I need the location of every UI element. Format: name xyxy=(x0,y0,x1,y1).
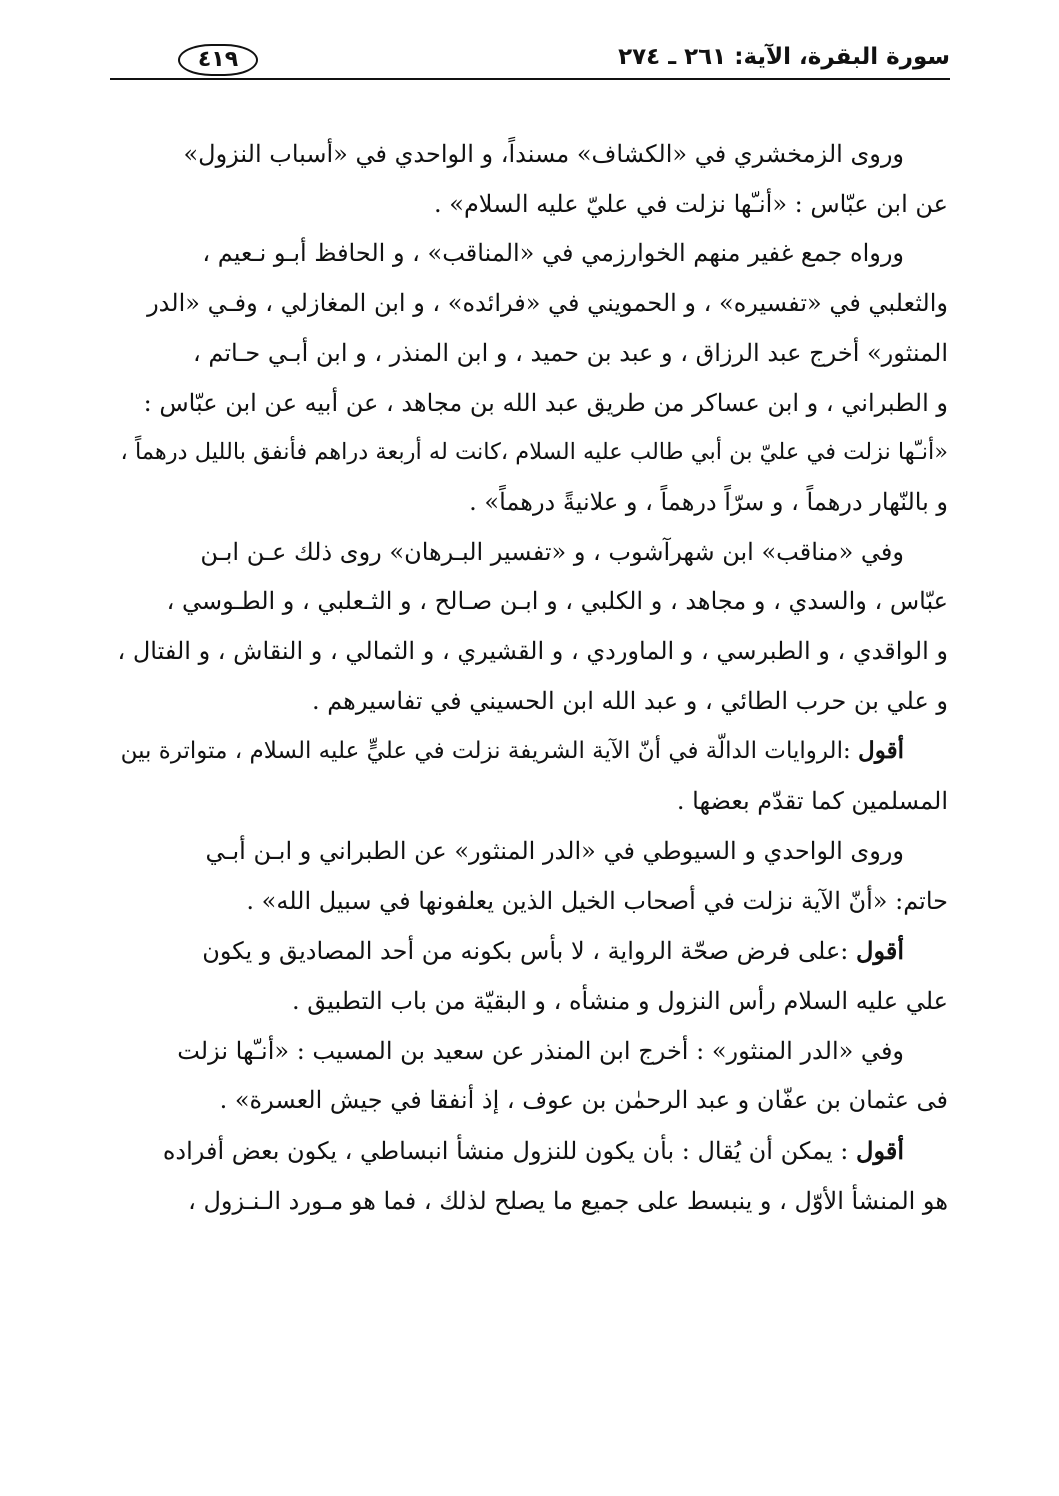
text-line xyxy=(110,130,948,180)
qawl-label: أقول xyxy=(858,737,904,765)
line-text: هو المنشأ الأوّل ، و ينبسط على جميع ما يصلح لذلك ، فما هو مـورد الـنـزول ، xyxy=(188,1186,948,1215)
text-line xyxy=(110,627,948,677)
paragraph xyxy=(110,229,948,527)
line-text: المسلمين كما تقدّم بعضها . xyxy=(676,787,948,816)
text-line xyxy=(110,977,948,1027)
line-text: وفي «الدر المنثور» : أخرج ابن المنذر عن سعيد بن المسيب : «أنـّها نزلت xyxy=(177,1036,904,1065)
line-text: وروى الزمخشري في «الكشاف» مسنداً، و الواحدي في «أسباب النزول» xyxy=(183,140,904,168)
running-title: سورة البقرة، الآية: ٢٦١ ـ ٢٧٤ xyxy=(618,44,950,70)
line-text: المنثور» أخرج عبد الرزاق ، و عبد بن حميد ، و ابن المنذر ، و ابن أبـي حـاتم ، xyxy=(193,338,948,367)
qawl-label: أقول xyxy=(856,936,904,966)
line-text: والثعلبي في «تفسيره» ، و الحمويني في «فرائده» ، و ابن المغازلي ، وفـي «الدر xyxy=(147,289,948,318)
text-line xyxy=(110,379,948,429)
header-divider xyxy=(110,78,950,80)
text-line xyxy=(110,1076,948,1126)
text-line xyxy=(110,329,948,379)
text-line xyxy=(110,926,948,977)
paragraph xyxy=(110,130,948,229)
text-line xyxy=(110,428,948,478)
paragraph xyxy=(110,528,948,727)
text-line xyxy=(110,877,948,927)
text-line xyxy=(110,478,948,528)
text-line xyxy=(110,777,948,827)
line-text: و الواقدي ، و الطبرسي ، و الماوردي ، و القشيري ، و الثمالي ، و النقاش ، و الفتال ، xyxy=(117,637,948,666)
line-text: علي عليه السلام رأس النزول و منشأه ، و البقيّة من باب التطبيق . xyxy=(292,986,948,1015)
line-text: و علي بن حرب الطائي ، و عبد الله ابن الحسيني في تفاسيرهم . xyxy=(311,686,948,715)
line-text: عبّاس ، والسدي ، و مجاهد ، و الكلبي ، و ابـن صـالح ، و الثـعلبي ، و الطـوسي ، xyxy=(166,587,948,616)
main-text xyxy=(110,130,948,1226)
paragraph xyxy=(110,1027,948,1126)
paragraph xyxy=(110,1126,948,1226)
page-header xyxy=(110,40,950,88)
line-text: : يمكن أن يُقال : بأن يكون للنزول منشأ انبساطي ، يكون بعض أفراده xyxy=(162,1137,857,1166)
text-line xyxy=(110,279,948,329)
paragraph xyxy=(110,926,948,1026)
qawl-label: أقول xyxy=(856,1136,904,1166)
line-text: :على فرض صحّة الرواية ، لا بأس بكونه من أحد المصاديق و يكون xyxy=(202,937,857,966)
text-line xyxy=(110,1027,948,1077)
line-text: فى عثمان بن عفّان و عبد الرحمٰن بن عوف ، إذ أنفقا في جيش العسرة» . xyxy=(219,1086,948,1115)
line-text: و الطبراني ، و ابن عساكر من طريق عبد الله بن مجاهد ، عن أبيه عن ابن عبّاس : xyxy=(143,388,948,417)
line-text: وفي «مناقب» ابن شهرآشوب ، و «تفسير البـرهان» روى ذلك عـن ابـن xyxy=(200,537,904,566)
line-text: :الروايات الدالّة في أنّ الآية الشريفة نزلت في عليٍّ عليه السلام ، متواترة بين xyxy=(120,738,859,765)
line-text: و بالنّهار درهماً ، و سرّاً درهماً ، و علانيةً درهماً» . xyxy=(469,487,948,516)
text-line xyxy=(110,577,948,627)
page-number: ٤١٩ xyxy=(178,44,258,76)
text-line xyxy=(110,1177,948,1227)
paragraph xyxy=(110,827,948,926)
text-line xyxy=(110,229,948,279)
text-line xyxy=(110,677,948,727)
text-line xyxy=(110,180,948,230)
line-text: عن ابن عبّاس : «أنـّها نزلت في عليّ عليه السلام» . xyxy=(434,189,948,218)
line-text: حاتم: «أنّ الآية نزلت في أصحاب الخيل الذين يعلفونها في سبيل الله» . xyxy=(246,886,948,915)
text-line xyxy=(110,1126,948,1177)
line-text: ورواه جمع غفير منهم الخوارزمي في «المناقب» ، و الحافظ أبـو نـعيم ، xyxy=(202,239,904,268)
line-text: وروى الواحدي و السيوطي في «الدر المنثور» عن الطبراني و ابـن أبـي xyxy=(205,836,904,865)
text-line xyxy=(110,528,948,578)
text-line xyxy=(110,726,948,777)
line-text: «أنـّها نزلت في عليّ بن أبي طالب عليه السلام ،كانت له أربعة دراهم فأنفق بالليل درهماً ، xyxy=(120,439,948,466)
text-line xyxy=(110,827,948,877)
paragraph xyxy=(110,726,948,826)
